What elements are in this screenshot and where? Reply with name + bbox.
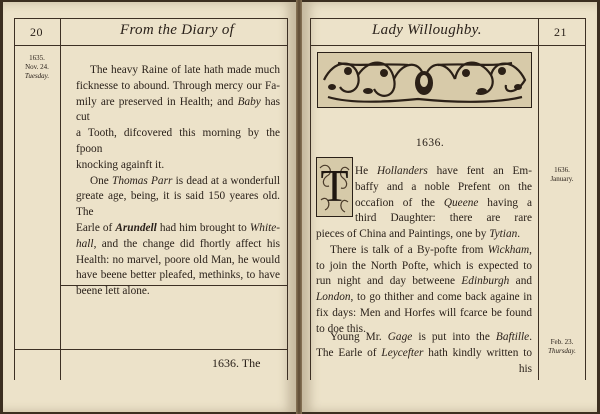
ornament-scrollwork-icon xyxy=(318,53,531,107)
left-margin-note xyxy=(16,54,58,81)
text-line: run night and day betweene Edinburgh and xyxy=(316,275,532,288)
margin-month: January. xyxy=(550,175,574,183)
right-running-head: Lady Willoughby. xyxy=(372,22,482,38)
text-line: to join the North Pofte, which is expected to xyxy=(316,259,532,272)
text-line: to doe this. xyxy=(316,322,366,335)
text-line: He Hollanders have fent an Em- xyxy=(355,165,532,177)
left-head-rule xyxy=(14,45,287,46)
right-body-text xyxy=(316,227,532,338)
right-body-text-lower xyxy=(316,330,532,377)
text-line: beene lett alone. xyxy=(76,285,150,298)
text-line: greate age, being, it is said 150 yeares old. The xyxy=(76,190,280,219)
margin-date: Feb. 23. xyxy=(550,338,574,346)
text-line: a Tooth, difcovered this morning by the fpoon xyxy=(76,127,280,155)
drop-cap-initial xyxy=(316,157,353,217)
text-line: Young Mr. Gage is put into the Baftille. xyxy=(330,331,533,343)
paragraph-by-poste xyxy=(316,243,532,338)
text-line: knocking againft it. xyxy=(76,158,165,171)
text-line: ficknesse to abound. Through mercy our Fa- xyxy=(76,79,280,92)
text-line: The Earle of Leycefter hath kindly written to xyxy=(316,346,533,359)
paragraph-raine xyxy=(76,63,280,174)
right-margin-note-january xyxy=(540,166,584,184)
left-inner-rule xyxy=(287,18,288,380)
margin-day: Thursday. xyxy=(548,347,576,355)
margin-year: 1636. xyxy=(554,166,570,174)
left-body-text xyxy=(76,63,280,300)
left-outer-rule xyxy=(14,18,15,380)
year-heading: 1636. xyxy=(415,137,445,149)
right-margin-rule xyxy=(538,18,539,380)
left-running-head: From the Diary of xyxy=(120,22,235,38)
right-body-text-capped xyxy=(355,164,532,227)
drop-cap-letter: T xyxy=(320,160,349,211)
text-line: his xyxy=(518,362,532,375)
text-line: The heavy Raine of late hath made much xyxy=(90,64,280,76)
text-line: pieces of China and Paintings, one by Tytian. xyxy=(316,228,521,240)
left-page-number: 20 xyxy=(30,25,43,39)
text-line: baffy and a noble Prefent on the xyxy=(355,180,532,193)
right-page-number: 21 xyxy=(554,25,567,39)
text-line: Earle of Arundell had him brought to White- xyxy=(76,221,281,234)
paragraph-hollanders-end xyxy=(316,227,532,243)
left-margin-rule xyxy=(60,18,61,380)
paragraph-thomas-parr xyxy=(76,174,280,300)
paragraph-hollanders xyxy=(355,164,532,227)
margin-year: 1635. xyxy=(29,54,45,62)
margin-day: Tuesday. xyxy=(24,72,50,80)
text-line: London, to go thither and come back againe in xyxy=(316,291,532,304)
left-head-rule-top xyxy=(14,18,287,19)
left-footer-rule-2 xyxy=(14,349,287,350)
right-head-rule xyxy=(310,45,585,46)
left-catchword: 1636. The xyxy=(212,356,261,370)
text-line: There is talk of a By-pofte from Wickham, xyxy=(330,243,532,256)
margin-date: Nov. 24. xyxy=(25,63,49,71)
right-outer-rule xyxy=(585,18,586,380)
text-line: occafion of the Queene having a xyxy=(355,196,532,209)
right-head-rule-top xyxy=(310,18,585,19)
paragraph-gage xyxy=(316,330,532,377)
text-line: third Daughter: there are rare xyxy=(355,212,532,225)
right-inner-rule xyxy=(310,18,311,380)
text-line: mily are preserved in Health; and Baby has cut xyxy=(76,95,280,124)
text-line: Health: no marvel, poore old Man, he would xyxy=(76,253,280,266)
text-line: fix days: Men and Horfes will fcarce be found xyxy=(316,306,532,319)
text-line: One Thomas Parr is dead at a wonderfull xyxy=(90,174,280,187)
text-line: hall, and the change did fhortly affect his xyxy=(76,237,280,250)
right-margin-note-feb xyxy=(540,338,584,356)
ornamental-headpiece xyxy=(317,52,532,108)
text-line: have beene better pleafed, methinks, to have xyxy=(76,269,280,282)
